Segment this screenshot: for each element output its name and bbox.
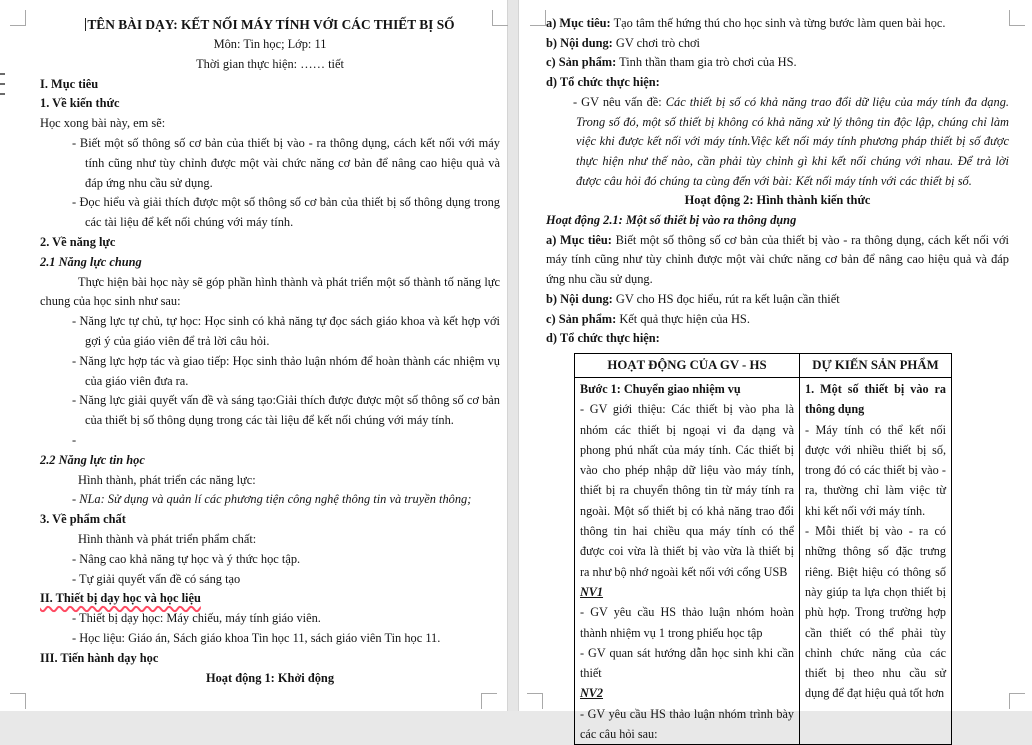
page1-text-area (40, 14, 500, 688)
labeled-line (546, 310, 1009, 330)
document-page-2[interactable] (518, 0, 1032, 741)
table-step-heading: Bước 1: Chuyển giao nhiệm vụ (580, 381, 741, 396)
bullet-item: - Nâng cao khả năng tự học và ý thức học tập. (72, 551, 301, 566)
labeled-line (546, 53, 1009, 73)
edge-revision-mark (0, 83, 5, 85)
table-paragraph: - GV giới thiệu: Các thiết bị vào pha là nhóm các thiết bị ngoại vi đa dạng và phong phú nhất của máy tính. Các thiết bị vào cho phép nhập dữ liệu vào máy tính, thiết bị ra chuyển thông tin từ máy tính ra ngoài. Một số thiết bị có khả năng trao đổi thông tin hai chiều qua máy tính có thể được coi vừa là thiết bị vào vừa là thiết bị ra như bộ nhớ ngoài kết nối với cổng USB (580, 402, 794, 579)
margin-crop-mark (492, 10, 508, 26)
label-san-pham: c) Sản phẩm: (546, 311, 617, 326)
label-text: Tạo tâm thế hứng thú cho học sinh và từng bước làm quen bài học. (610, 16, 946, 30)
bullet-item: - Năng lực tự chủ, tự học: Học sinh có khả năng tự đọc sách giáo khoa và kết hợp với gợi ý của giáo viên để trả lời câu hỏi. (72, 314, 500, 348)
bullet-item (573, 93, 1009, 192)
table-cell-san-pham (800, 377, 952, 744)
bullet-item-empty: - (72, 432, 77, 447)
heading-pham-chat: 3. Về phẩm chất (40, 512, 126, 527)
label-noi-dung: b) Nội dung: (546, 291, 613, 306)
table-result-heading: 1. Một số thiết bị vào ra thông dụng (805, 381, 946, 417)
paragraph: Hình thành và phát triển phẩm chất: (78, 531, 257, 546)
paragraph: Hình thành, phát triển các năng lực: (78, 472, 256, 487)
heading-hoat-dong-2: Hoạt động 2: Hình thành kiến thức (684, 193, 871, 208)
heading-muc-tieu: I. Mục tiêu (40, 76, 99, 91)
label-san-pham: c) Sản phẩm: (546, 55, 617, 70)
table-paragraph: - GV yêu cầu HS thảo luận nhóm trình bày các câu hỏi sau: (580, 706, 794, 741)
bullet-item: - Thiết bị dạy học: Máy chiếu, máy tính giáo viên. (72, 611, 321, 626)
edge-revision-mark (0, 93, 5, 95)
doc-subject-line: Môn: Tin học; Lớp: 11 (213, 37, 327, 51)
heading-hoat-dong-21: Hoạt động 2.1: Một số thiết bị vào ra thông dụng (546, 213, 797, 228)
heading-nang-luc: 2. Về năng lực (40, 234, 116, 249)
label-muc-tieu: a) Mục tiêu: (546, 232, 612, 247)
margin-crop-mark (1009, 693, 1025, 709)
doc-title (40, 14, 500, 35)
edge-revision-mark (0, 73, 5, 75)
heading-hoat-dong-1: Hoạt động 1: Khởi động (205, 670, 335, 685)
margin-crop-mark (527, 693, 543, 709)
nv1-label: NV1 (580, 584, 604, 599)
bullet-item: - Biết một số thông số cơ bản của thiết bị vào - ra thông dụng, cách kết nối với máy tính cũng như tùy chỉnh được một vài chức năng cơ bản để nâng cao hiệu quả và đáp ứng nhu cầu sử dụng. (72, 135, 500, 190)
bullet-item: - Đọc hiểu và giải thích được một số thông số cơ bản của thiết bị số thông dụng trong các tài liệu để kết nối chúng với máy tính. (72, 195, 500, 230)
label-text: Tinh thần tham gia trò chơi của HS. (616, 55, 797, 70)
table-body-row (575, 377, 952, 744)
heading-kien-thuc: 1. Về kiến thức (40, 96, 120, 111)
label-text: GV chơi trò chơi (612, 35, 701, 50)
bullet-lead: - GV nêu vấn đề: (573, 94, 666, 109)
bullet-item: - Tự giải quyết vấn đề có sáng tạo (72, 571, 241, 586)
paragraph: Học xong bài này, em sẽ: (40, 116, 166, 131)
doc-title-text: TÊN BÀI DẠY: KẾT NỐI MÁY TÍNH VỚI CÁC THIẾT BỊ SỐ (87, 17, 455, 32)
document-page-1[interactable] (0, 0, 508, 711)
table-header-gv-hs: HOẠT ĐỘNG CỦA GV - HS (575, 353, 800, 377)
table-header-san-pham: DỰ KIẾN SẢN PHẨM (800, 353, 952, 377)
activity-table (574, 353, 952, 745)
doc-duration-line: Thời gian thực hiện: …… tiết (196, 56, 344, 71)
table-paragraph: - GV quan sát hướng dẫn học sinh khi cần thiết (580, 645, 794, 681)
page2-text-area (546, 14, 1009, 745)
table-cell-gv-hs (575, 377, 800, 744)
labeled-line (546, 290, 1009, 310)
label-text: GV cho HS đọc hiểu, rút ra kết luận cần thiết (612, 291, 840, 306)
heading-nang-luc-tin-hoc: 2.2 Năng lực tin học (40, 452, 145, 467)
labeled-line (546, 231, 1009, 290)
paragraph: Thực hiện bài học này sẽ góp phần hình thành và phát triển một số thành tố năng lực chung của học sinh như sau: (40, 274, 500, 309)
bullet-item: - Năng lực hợp tác và giao tiếp: Học sinh thảo luận nhóm để hoàn thành các nhiệm vụ của giáo viên đưa ra. (72, 353, 500, 388)
heading-tien-hanh: III. Tiến hành dạy học (40, 650, 159, 665)
margin-crop-mark (530, 10, 546, 26)
spellcheck-underline-text: II. Thiết bị dạy học và học liệu (40, 591, 201, 606)
page-gap (508, 0, 518, 711)
margin-crop-mark (481, 693, 497, 709)
labeled-line (546, 34, 1009, 54)
bullet-item: - Học liệu: Giáo án, Sách giáo khoa Tin học 11, sách giáo viên Tin học 11. (72, 630, 441, 645)
label-muc-tieu: a) Mục tiêu: (546, 16, 611, 30)
bullet-item: - Năng lực giải quyết vấn đề và sáng tạo:Giải thích được được một số thông số cơ bản của thiết bị số thông dụng trong các tài liệu để kết nối chúng với máy tính. (72, 393, 500, 428)
margin-crop-mark (1009, 10, 1025, 26)
margin-crop-mark (10, 693, 26, 709)
bullet-item: - NLa: Sử dụng và quản lí các phương tiện công nghệ thông tin và truyền thông; (72, 492, 472, 507)
heading-nang-luc-chung: 2.1 Năng lực chung (40, 254, 142, 269)
table-paragraph: - Mỗi thiết bị vào - ra có những thông số đặc trưng riêng. Biệt hiệu có thông số này giúp ta lựa chọn thiết bị phù hợp. Trong trường hợp cần thiết có thể phải tùy chỉnh chức năng của các thiết bị theo nhu cầu sử dụng để đạt hiệu quả tốt hơn (805, 524, 946, 701)
label-noi-dung: b) Nội dung: (546, 35, 613, 50)
table-paragraph: - Máy tính có thể kết nối được với nhiều thiết bị số, trong đó có các thiết bị vào - ra, thường chỉ làm việc từ khi kết nối với máy tính. (805, 422, 946, 518)
label-text: Kết quả thực hiện của HS. (616, 311, 750, 326)
bullet-italic-text: Các thiết bị số có khả năng trao đổi dữ liệu của máy tính đa dạng. Trong số đó, một số thiết bị không có khả năng xử lý thông tin độc lập, chúng chỉ làm việc khi được kết nối với máy tính.Việc kết nối máy tính phương pháp thiết bị số được thực hiện như thế nào, cần phải tùy chỉnh gì khi kết nối chúng với nhau. Để trả lời được câu hỏi đó chúng ta cùng đến với bài: Kết nối máy tính với các thiết bị số. (576, 94, 1009, 188)
table-paragraph: - GV yêu cầu HS thảo luận nhóm hoàn thành nhiệm vụ 1 trong phiếu học tập (580, 605, 794, 640)
label-to-chuc: d) Tổ chức thực hiện: (546, 75, 660, 90)
label-text: Biết một số thông số cơ bản của thiết bị vào - ra thông dụng, cách kết nối với máy tính cũng như tùy chỉnh được một vài chức năng cơ bản để nâng cao hiệu quả và đáp ứng nhu cầu sử dụng. (546, 232, 1009, 287)
margin-crop-mark (10, 10, 26, 26)
heading-thiet-bi (40, 589, 500, 609)
label-to-chuc: d) Tổ chức thực hiện: (546, 331, 660, 346)
table-nv-label (580, 683, 794, 703)
table-nv-label (580, 582, 794, 602)
table-header-row (575, 353, 952, 377)
labeled-line (546, 14, 1009, 34)
nv2-label: NV2 (580, 686, 604, 701)
